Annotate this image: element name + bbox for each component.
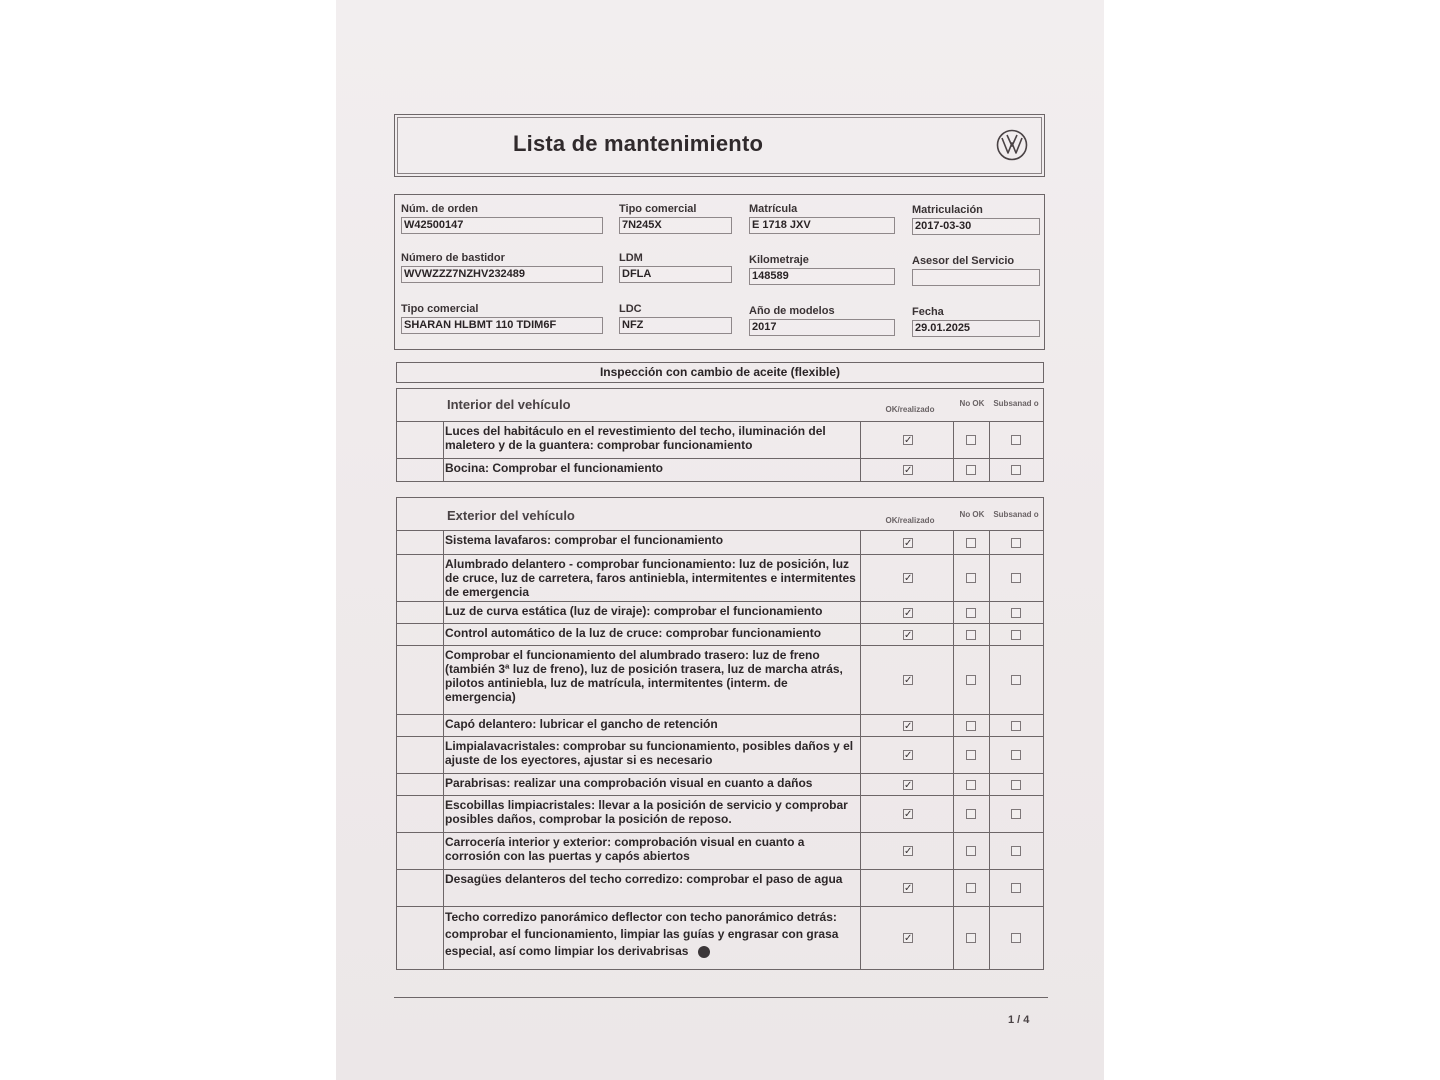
title-box bbox=[394, 114, 1045, 177]
item-text: Carrocería interior y exterior: comprobación visual en cuanto a corrosión con las puertas y capós abiertos bbox=[445, 833, 861, 869]
ok-checkbox[interactable]: ✓ bbox=[904, 933, 913, 944]
col-no-ok: No OK bbox=[959, 399, 985, 408]
no-ok-checkbox[interactable] bbox=[966, 608, 976, 618]
no-ok-checkbox[interactable] bbox=[966, 465, 976, 475]
field-mileage: Kilometraje 148589 bbox=[749, 254, 895, 285]
ok-checkbox[interactable]: ✓ bbox=[904, 846, 913, 857]
mileage-value: 148589 bbox=[749, 268, 895, 285]
table-row bbox=[397, 774, 1043, 796]
page-title: Lista de mantenimiento bbox=[513, 131, 764, 156]
interior-table bbox=[396, 388, 1044, 482]
interior-title: Interior del vehículo bbox=[447, 397, 571, 412]
ok-checkbox[interactable]: ✓ bbox=[904, 629, 913, 641]
col-ok: OK/realizado bbox=[885, 516, 935, 525]
item-text: Control automático de la luz de cruce: comprobar funcionamiento bbox=[445, 624, 861, 645]
col-subsanado: Subsanad o bbox=[993, 510, 1039, 519]
no-ok-checkbox[interactable] bbox=[966, 675, 976, 685]
vehicle-info bbox=[394, 194, 1045, 350]
ok-checkbox[interactable]: ✓ bbox=[904, 537, 913, 549]
field-registration-date: Matriculación 2017-03-30 bbox=[912, 204, 1040, 235]
field-model-year: Año de modelos 2017 bbox=[749, 305, 895, 336]
field-vin: Número de bastidor WVWZZZ7NZHV232489 bbox=[401, 252, 603, 283]
subsanado-checkbox[interactable] bbox=[1011, 933, 1021, 943]
table-row bbox=[397, 796, 1043, 833]
no-ok-checkbox[interactable] bbox=[966, 630, 976, 640]
table-row bbox=[397, 531, 1043, 555]
order-number-value: W42500147 bbox=[401, 217, 603, 234]
subsanado-checkbox[interactable] bbox=[1011, 675, 1021, 685]
vin-value: WVWZZZ7NZHV232489 bbox=[401, 266, 603, 283]
document-page bbox=[336, 0, 1104, 1080]
interior-header bbox=[397, 389, 1043, 422]
footer-divider bbox=[394, 997, 1048, 998]
table-row bbox=[397, 715, 1043, 737]
no-ok-checkbox[interactable] bbox=[966, 573, 976, 583]
ok-checkbox[interactable]: ✓ bbox=[904, 675, 913, 686]
ldc-value: NFZ bbox=[619, 317, 732, 334]
subsanado-checkbox[interactable] bbox=[1011, 608, 1021, 618]
col-subsanado: Subsanad o bbox=[993, 399, 1039, 408]
col-ok: OK/realizado bbox=[885, 405, 935, 414]
subsanado-checkbox[interactable] bbox=[1011, 750, 1021, 760]
ok-checkbox[interactable]: ✓ bbox=[904, 750, 913, 761]
item-text: Desagües delanteros del techo corredizo: comprobar el paso de agua bbox=[445, 870, 861, 906]
field-date: Fecha 29.01.2025 bbox=[912, 306, 1040, 337]
ok-checkbox[interactable]: ✓ bbox=[904, 573, 913, 584]
table-row bbox=[397, 907, 1043, 969]
ldm-value: DFLA bbox=[619, 266, 732, 283]
table-row bbox=[397, 459, 1043, 481]
field-order-number: Núm. de orden W42500147 bbox=[401, 203, 603, 234]
col-no-ok: No OK bbox=[959, 510, 985, 519]
vw-logo-icon bbox=[996, 129, 1028, 161]
model-value: SHARAN HLBMT 110 TDIM6F bbox=[401, 317, 603, 334]
commercial-type-value: 7N245X bbox=[619, 217, 732, 234]
subsanado-checkbox[interactable] bbox=[1011, 883, 1021, 893]
service-advisor-value bbox=[912, 269, 1040, 286]
subsanado-checkbox[interactable] bbox=[1011, 435, 1021, 445]
page-number: 1 / 4 bbox=[1008, 1014, 1030, 1026]
registration-date-value: 2017-03-30 bbox=[912, 218, 1040, 235]
plate-value: E 1718 JXV bbox=[749, 217, 895, 234]
item-text: Bocina: Comprobar el funcionamiento bbox=[445, 459, 861, 481]
exterior-table bbox=[396, 497, 1044, 970]
table-row bbox=[397, 422, 1043, 459]
subsanado-checkbox[interactable] bbox=[1011, 538, 1021, 548]
field-model: Tipo comercial SHARAN HLBMT 110 TDIM6F bbox=[401, 303, 603, 334]
ok-checkbox[interactable]: ✓ bbox=[904, 607, 913, 619]
table-row bbox=[397, 555, 1043, 602]
item-text: Luces del habitáculo en el revestimiento del techo, iluminación del maletero y de la guantera: comprobar funcionamiento bbox=[445, 422, 861, 458]
ok-checkbox[interactable]: ✓ bbox=[904, 809, 913, 820]
ok-checkbox[interactable]: ✓ bbox=[904, 720, 913, 732]
table-row bbox=[397, 870, 1043, 907]
subsanado-checkbox[interactable] bbox=[1011, 809, 1021, 819]
no-ok-checkbox[interactable] bbox=[966, 846, 976, 856]
no-ok-checkbox[interactable] bbox=[966, 721, 976, 731]
field-ldc: LDC NFZ bbox=[619, 303, 732, 334]
no-ok-checkbox[interactable] bbox=[966, 809, 976, 819]
item-text: Limpialavacristales: comprobar su funcionamiento, posibles daños y el ajuste de los eyectores, ajustar si es necesario bbox=[445, 737, 861, 773]
inspection-banner: Inspección con cambio de aceite (flexible) bbox=[396, 362, 1044, 383]
item-text: Techo corredizo panorámico deflector con techo panorámico detrás: comprobar el funcionamiento, limpiar las guías y engrasar con grasa especial, así como limpiar los derivabrisas bbox=[445, 907, 861, 969]
item-text: Alumbrado delantero - comprobar funcionamiento: luz de posición, luz de cruce, luz de carretera, faros antiniebla, intermitentes e intermitentes de emergencia bbox=[445, 555, 861, 601]
table-row bbox=[397, 602, 1043, 624]
no-ok-checkbox[interactable] bbox=[966, 780, 976, 790]
item-text: Sistema lavafaros: comprobar el funcionamiento bbox=[445, 531, 861, 554]
no-ok-checkbox[interactable] bbox=[966, 750, 976, 760]
ok-checkbox[interactable]: ✓ bbox=[904, 465, 913, 476]
ink-dot bbox=[698, 946, 710, 958]
item-text: Luz de curva estática (luz de viraje): comprobar el funcionamiento bbox=[445, 602, 861, 623]
exterior-header bbox=[397, 498, 1043, 531]
subsanado-checkbox[interactable] bbox=[1011, 780, 1021, 790]
no-ok-checkbox[interactable] bbox=[966, 435, 976, 445]
no-ok-checkbox[interactable] bbox=[966, 933, 976, 943]
field-service-advisor: Asesor del Servicio bbox=[912, 255, 1040, 286]
no-ok-checkbox[interactable] bbox=[966, 883, 976, 893]
item-text: Parabrisas: realizar una comprobación visual en cuanto a daños bbox=[445, 774, 861, 795]
item-text: Escobillas limpiacristales: llevar a la posición de servicio y comprobar posibles daños, comprobar la posición de reposo. bbox=[445, 796, 861, 832]
table-row bbox=[397, 646, 1043, 715]
ok-checkbox[interactable]: ✓ bbox=[904, 883, 913, 894]
no-ok-checkbox[interactable] bbox=[966, 538, 976, 548]
table-row bbox=[397, 624, 1043, 646]
model-year-value: 2017 bbox=[749, 319, 895, 336]
ok-checkbox[interactable]: ✓ bbox=[904, 779, 913, 791]
ok-checkbox[interactable]: ✓ bbox=[904, 435, 913, 446]
item-text: Comprobar el funcionamiento del alumbrado trasero: luz de freno (también 3ª luz de freno), luz de posición trasera, luz de marcha atrás, pilotos antiniebla, luz de matrícula, intermitentes (interm. de emergencia) bbox=[445, 646, 861, 714]
field-commercial-type: Tipo comercial 7N245X bbox=[619, 203, 732, 234]
subsanado-checkbox[interactable] bbox=[1011, 465, 1021, 475]
subsanado-checkbox[interactable] bbox=[1011, 630, 1021, 640]
date-value: 29.01.2025 bbox=[912, 320, 1040, 337]
subsanado-checkbox[interactable] bbox=[1011, 846, 1021, 856]
field-ldm: LDM DFLA bbox=[619, 252, 732, 283]
table-row bbox=[397, 737, 1043, 774]
exterior-title: Exterior del vehículo bbox=[447, 508, 575, 523]
field-plate: Matrícula E 1718 JXV bbox=[749, 203, 895, 234]
item-text: Capó delantero: lubricar el gancho de retención bbox=[445, 715, 861, 736]
table-row bbox=[397, 833, 1043, 870]
subsanado-checkbox[interactable] bbox=[1011, 573, 1021, 583]
subsanado-checkbox[interactable] bbox=[1011, 721, 1021, 731]
